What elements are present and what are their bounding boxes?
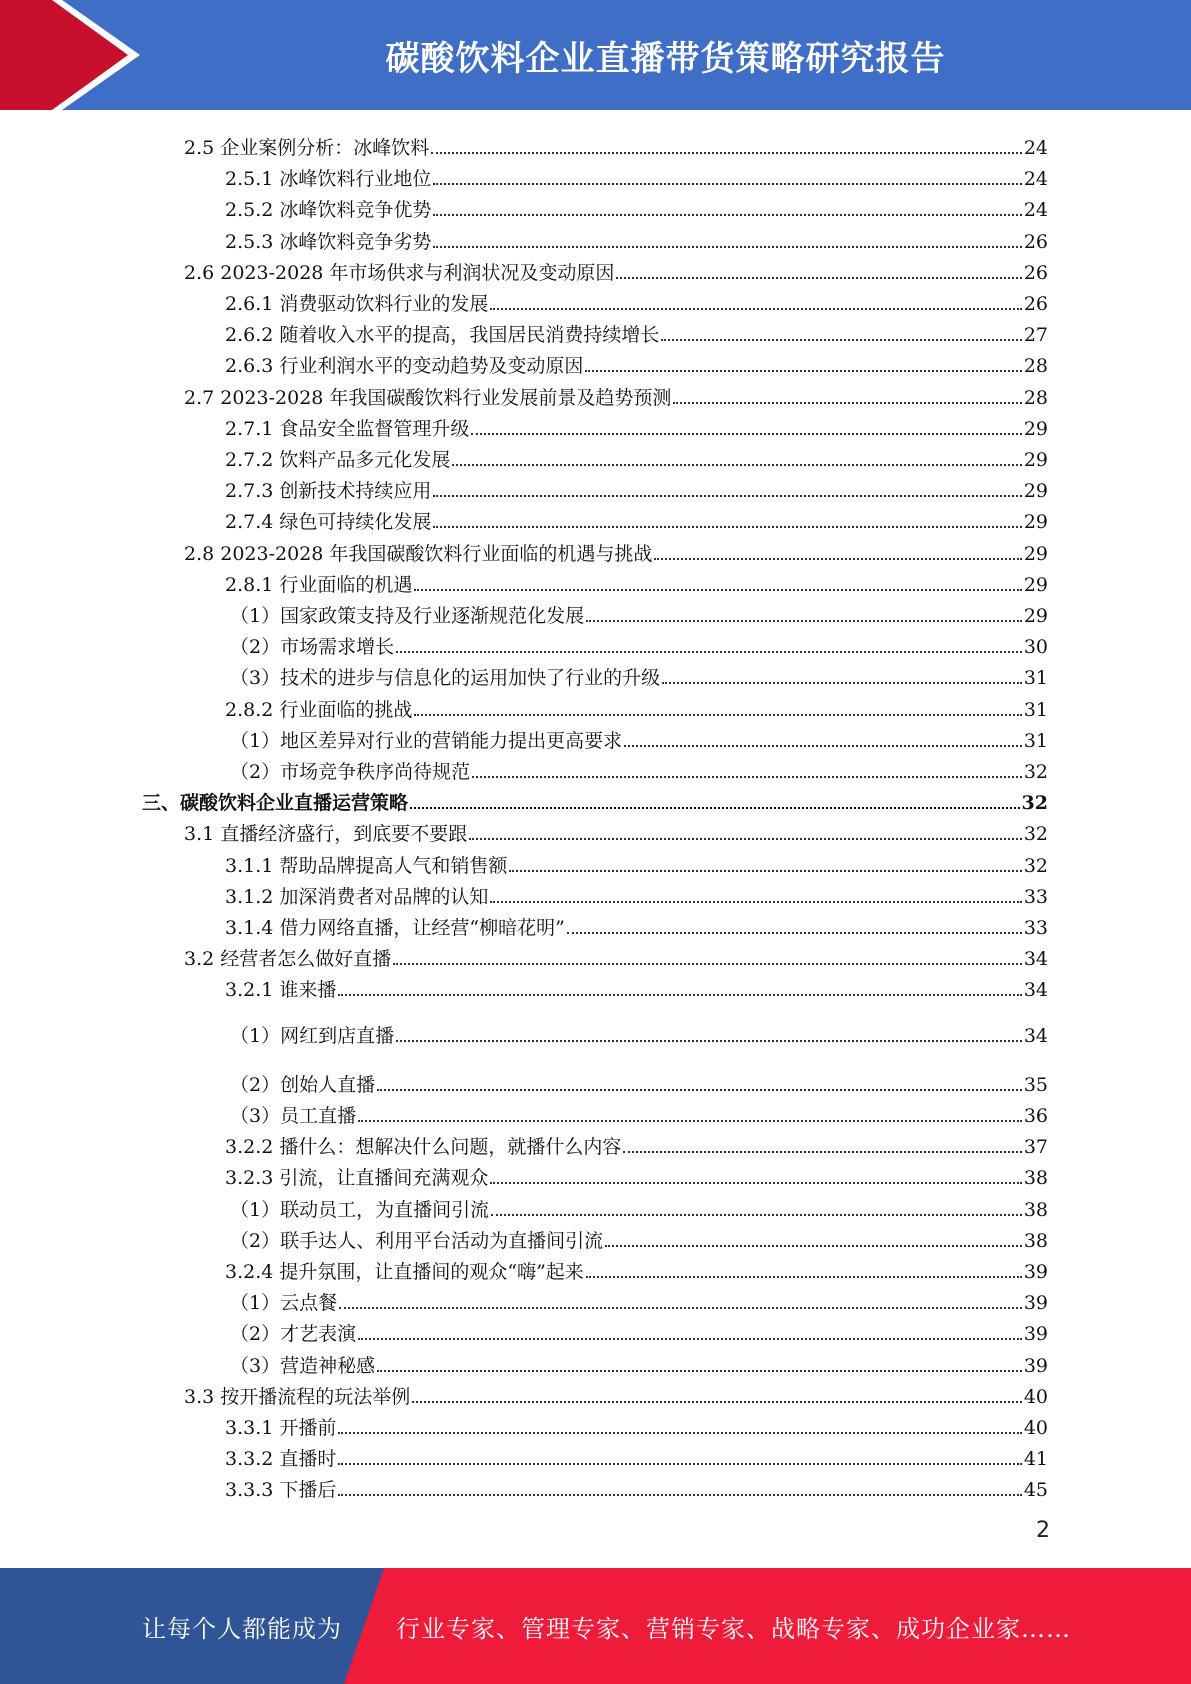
toc-dot-leader bbox=[433, 214, 1021, 216]
report-header bbox=[0, 0, 1191, 110]
toc-entry[interactable] bbox=[184, 534, 1048, 565]
toc-entry-page: 39 bbox=[1023, 1354, 1048, 1377]
toc-dot-leader bbox=[339, 1307, 1022, 1309]
toc-entry-title: 2.7.2 饮料产品多元化发展 bbox=[225, 449, 451, 471]
toc-entry-page: 32 bbox=[1023, 761, 1048, 783]
toc-entry-page: 34 bbox=[1023, 1024, 1048, 1047]
footer-slogan-right: 行业专家、管理专家、营销专家、战略专家、成功企业家…… bbox=[396, 1614, 1071, 1643]
toc-entry-page: 39 bbox=[1023, 1323, 1048, 1346]
toc-dot-leader bbox=[338, 994, 1021, 996]
toc-entry-title: 2.8.2 行业面临的挑战 bbox=[225, 698, 413, 721]
report-footer bbox=[0, 1568, 1191, 1684]
toc-entry-title: （1）国家政策支持及行业逐渐规范化发展 bbox=[230, 605, 585, 627]
toc-entry-title: （1）联动员工，为直播间引流 bbox=[230, 1198, 490, 1221]
toc-entry[interactable] bbox=[225, 409, 1048, 440]
toc-dot-leader bbox=[472, 776, 1022, 778]
toc-entry[interactable] bbox=[230, 1065, 1048, 1096]
toc-entry-title: 三、碳酸饮料企业直播运营策略 bbox=[142, 792, 409, 815]
toc-dot-leader bbox=[585, 370, 1021, 372]
toc-dot-leader bbox=[586, 1276, 1022, 1278]
toc-entry-title: 3.2 经营者怎么做好直播 bbox=[184, 948, 392, 971]
toc-entry-page: 28 bbox=[1023, 386, 1048, 409]
toc-entry-title: 3.2.1 谁来播 bbox=[225, 979, 337, 1002]
toc-dot-leader bbox=[673, 402, 1021, 404]
toc-entry-page: 31 bbox=[1023, 729, 1048, 752]
toc-entry-page: 31 bbox=[1023, 698, 1048, 721]
report-title: 碳酸饮料企业直播带货策略研究报告 bbox=[385, 38, 946, 79]
toc-entry-page: 40 bbox=[1023, 1417, 1048, 1439]
toc-entry-title: 3.2.4 提升氛围，让直播间的观众“嗨”起来 bbox=[225, 1261, 584, 1283]
toc-entry-title: 2.8 2023-2028 年我国碳酸饮料行业面临的机遇与挑战 bbox=[184, 542, 653, 565]
toc-dot-leader bbox=[396, 651, 1022, 653]
page-number: 2 bbox=[1036, 1518, 1050, 1543]
toc-entry[interactable] bbox=[225, 471, 1048, 502]
toc-dot-leader bbox=[490, 308, 1021, 310]
toc-entry-page: 29 bbox=[1023, 573, 1048, 596]
toc-entry[interactable] bbox=[225, 284, 1048, 315]
toc-entry-page: 38 bbox=[1023, 1229, 1048, 1252]
toc-dot-leader bbox=[452, 464, 1021, 466]
toc-entry[interactable] bbox=[230, 658, 1048, 689]
toc-entry[interactable] bbox=[225, 1439, 1048, 1470]
toc-dot-leader bbox=[338, 1432, 1021, 1434]
toc-entry-page: 32 bbox=[1023, 823, 1048, 846]
toc-entry-page: 31 bbox=[1023, 667, 1048, 690]
toc-entry[interactable] bbox=[230, 1221, 1048, 1252]
toc-entry[interactable] bbox=[225, 1470, 1048, 1501]
toc-entry-page: 39 bbox=[1023, 1292, 1048, 1315]
toc-dot-leader bbox=[338, 1463, 1021, 1465]
toc-entry-page: 37 bbox=[1023, 1136, 1048, 1159]
toc-entry[interactable] bbox=[230, 1346, 1048, 1377]
toc-entry-title: 2.5.2 冰峰饮料竞争优势 bbox=[225, 199, 432, 222]
toc-entry-title: 2.7.4 绿色可持续化发展 bbox=[225, 511, 432, 534]
toc-entry[interactable] bbox=[225, 1127, 1048, 1158]
toc-entry-title: （3）员工直播 bbox=[230, 1105, 357, 1127]
toc-entry-title: （2）才艺表演 bbox=[230, 1323, 357, 1346]
toc-entry-page: 41 bbox=[1023, 1448, 1048, 1471]
toc-entry[interactable] bbox=[225, 908, 1048, 939]
toc-entry-title: 3.3.3 下播后 bbox=[225, 1479, 337, 1502]
toc-entry-page: 34 bbox=[1023, 979, 1048, 1002]
toc-entry-page: 26 bbox=[1023, 230, 1048, 253]
toc-entry-title: （1）网红到店直播 bbox=[230, 1024, 395, 1047]
toc-dot-leader bbox=[412, 1401, 1022, 1403]
toc-entry[interactable] bbox=[184, 1377, 1048, 1408]
toc-chapter-entry[interactable] bbox=[142, 783, 1048, 814]
toc-dot-leader bbox=[471, 433, 1021, 435]
toc-entry[interactable] bbox=[230, 627, 1048, 658]
toc-entry[interactable] bbox=[225, 440, 1048, 471]
toc-entry-page: 40 bbox=[1023, 1385, 1048, 1408]
toc-dot-leader bbox=[654, 558, 1021, 560]
toc-dot-leader bbox=[623, 1151, 1021, 1153]
toc-dot-leader bbox=[338, 1494, 1021, 1496]
toc-entry-page: 29 bbox=[1023, 480, 1048, 503]
toc-entry-title: 2.7.3 创新技术持续应用 bbox=[225, 480, 432, 503]
toc-entry-page: 32 bbox=[1021, 792, 1048, 815]
toc-dot-leader bbox=[358, 1338, 1022, 1340]
toc-entry-title: 2.6.1 消费驱动饮料行业的发展 bbox=[225, 293, 489, 315]
toc-dot-leader bbox=[433, 526, 1021, 528]
toc-entry-title: 2.6.2 随着收入水平的提高，我国居民消费持续增长 bbox=[225, 324, 660, 347]
toc-entry[interactable] bbox=[225, 1252, 1048, 1283]
toc-entry[interactable] bbox=[225, 1158, 1048, 1189]
toc-entry-title: 3.3 按开播流程的玩法举例 bbox=[184, 1385, 411, 1408]
toc-entry-page: 24 bbox=[1023, 168, 1048, 191]
toc-entry-page: 39 bbox=[1023, 1261, 1048, 1283]
toc-dot-leader bbox=[414, 589, 1021, 591]
toc-entry-page: 29 bbox=[1023, 605, 1048, 627]
toc-entry-title: 2.7.1 食品安全监督管理升级 bbox=[225, 417, 470, 440]
toc-entry-title: 3.2.3 引流，让直播间充满观众 bbox=[225, 1167, 489, 1190]
toc-entry-page: 30 bbox=[1023, 636, 1048, 659]
toc-dot-leader bbox=[490, 1182, 1021, 1184]
toc-entry-page: 26 bbox=[1023, 261, 1048, 284]
toc-entry-title: （2）市场竞争秩序尚待规范 bbox=[230, 761, 471, 783]
toc-entry-title: （2）联手达人、利用平台活动为直播间引流 bbox=[230, 1229, 604, 1252]
toc-entry[interactable] bbox=[225, 222, 1048, 253]
toc-entry[interactable] bbox=[225, 190, 1048, 221]
toc-entry[interactable] bbox=[230, 721, 1048, 752]
toc-entry-title: 3.3.2 直播时 bbox=[225, 1448, 337, 1471]
toc-dot-leader bbox=[491, 1214, 1022, 1216]
toc-entry-title: （3）营造神秘感 bbox=[230, 1354, 376, 1377]
toc-entry-title: 3.2.2 播什么：想解决什么问题，就播什么内容 bbox=[225, 1136, 622, 1159]
toc-entry-page: 24 bbox=[1023, 199, 1048, 222]
toc-dot-leader bbox=[433, 183, 1021, 185]
toc-entry-page: 29 bbox=[1023, 542, 1048, 565]
toc-entry[interactable] bbox=[230, 1283, 1048, 1314]
toc-dot-leader bbox=[469, 838, 1022, 840]
toc-entry[interactable] bbox=[225, 159, 1048, 190]
toc-dot-leader bbox=[377, 1370, 1022, 1372]
toc-dot-leader bbox=[414, 714, 1021, 716]
toc-entry-title: 2.5 企业案例分析：冰峰饮料 bbox=[184, 137, 430, 159]
toc-entry[interactable] bbox=[225, 565, 1048, 596]
toc-entry-title: 2.6 2023-2028 年市场供求与利润状况及变动原因 bbox=[184, 261, 615, 284]
toc-dot-leader bbox=[358, 1120, 1022, 1122]
toc-dot-leader bbox=[624, 745, 1022, 747]
toc-entry-title: （1）地区差异对行业的营销能力提出更高要求 bbox=[230, 729, 623, 752]
toc-entry[interactable] bbox=[225, 1408, 1048, 1439]
footer-slogan-left: 让每个人都能成为 bbox=[142, 1614, 342, 1643]
toc-entry-page: 38 bbox=[1023, 1198, 1048, 1221]
toc-entry-title: 2.8.1 行业面临的机遇 bbox=[225, 573, 413, 596]
toc-entry[interactable] bbox=[230, 752, 1048, 783]
toc-entry-page: 24 bbox=[1023, 137, 1048, 159]
toc-dot-leader bbox=[616, 277, 1021, 279]
toc-entry-title: 2.6.3 行业利润水平的变动趋势及变动原因 bbox=[225, 355, 584, 378]
toc-entry[interactable] bbox=[230, 1016, 1048, 1047]
toc-dot-leader bbox=[662, 682, 1022, 684]
toc-entry-title: （2）创始人直播 bbox=[230, 1073, 376, 1096]
toc-dot-leader bbox=[661, 339, 1021, 341]
toc-entry-title: 3.1.1 帮助品牌提高人气和销售额 bbox=[225, 854, 508, 877]
toc-entry[interactable] bbox=[184, 253, 1048, 284]
toc-entry[interactable] bbox=[225, 877, 1048, 908]
toc-dot-leader bbox=[509, 870, 1021, 872]
toc-entry-page: 36 bbox=[1023, 1105, 1048, 1127]
toc-entry[interactable] bbox=[230, 1190, 1048, 1221]
toc-entry-title: 3.1.4 借力网络直播，让经营“柳暗花明” bbox=[225, 917, 565, 939]
toc-entry-page: 29 bbox=[1023, 449, 1048, 471]
toc-entry[interactable] bbox=[184, 378, 1048, 409]
toc-dot-leader bbox=[605, 1245, 1022, 1247]
toc-entry-page: 28 bbox=[1023, 355, 1048, 378]
toc-entry-title: （3）技术的进步与信息化的运用加快了行业的升级 bbox=[230, 667, 661, 690]
toc-entry[interactable] bbox=[225, 346, 1048, 377]
toc-entry-page: 45 bbox=[1023, 1479, 1048, 1502]
toc-dot-leader bbox=[377, 1089, 1022, 1091]
toc-entry[interactable] bbox=[184, 814, 1048, 845]
toc-entry-title: 3.3.1 开播前 bbox=[225, 1417, 337, 1439]
toc-entry-page: 34 bbox=[1023, 948, 1048, 971]
toc-entry[interactable] bbox=[225, 690, 1048, 721]
toc-entry[interactable] bbox=[184, 128, 1048, 159]
toc-entry[interactable] bbox=[230, 1096, 1048, 1127]
toc-entry-page: 38 bbox=[1023, 1167, 1048, 1190]
toc-dot-leader bbox=[433, 246, 1021, 248]
toc-entry-page: 32 bbox=[1023, 854, 1048, 877]
toc-entry-title: （1）云点餐 bbox=[230, 1292, 338, 1315]
toc-entry[interactable] bbox=[225, 970, 1048, 1001]
toc-entry-page: 35 bbox=[1023, 1073, 1048, 1096]
toc-entry[interactable] bbox=[225, 846, 1048, 877]
toc-entry-page: 27 bbox=[1023, 324, 1048, 347]
toc-dot-leader bbox=[431, 152, 1022, 154]
toc-dot-leader bbox=[433, 495, 1021, 497]
toc-dot-leader bbox=[586, 620, 1022, 622]
toc-entry[interactable] bbox=[230, 1314, 1048, 1345]
toc-entry-title: 2.5.1 冰峰饮料行业地位 bbox=[225, 168, 432, 191]
toc-entry-title: （2）市场需求增长 bbox=[230, 636, 395, 659]
toc-entry[interactable] bbox=[230, 596, 1048, 627]
toc-dot-leader bbox=[396, 1040, 1022, 1042]
toc-entry-title: 3.1 直播经济盛行，到底要不要跟 bbox=[184, 823, 468, 846]
toc-entry-title: 3.1.2 加深消费者对品牌的认知 bbox=[225, 885, 489, 908]
toc-entry-title: 2.5.3 冰峰饮料竞争劣势 bbox=[225, 230, 432, 253]
toc-entry-page: 33 bbox=[1023, 885, 1048, 908]
toc-entry-page: 29 bbox=[1023, 511, 1048, 534]
toc-dot-leader bbox=[567, 932, 1022, 934]
toc-entry-page: 33 bbox=[1023, 917, 1048, 939]
toc-dot-leader bbox=[410, 807, 1020, 809]
toc-dot-leader bbox=[490, 901, 1021, 903]
toc-entry[interactable] bbox=[225, 502, 1048, 533]
toc-entry-title: 2.7 2023-2028 年我国碳酸饮料行业发展前景及趋势预测 bbox=[184, 386, 672, 409]
toc-dot-leader bbox=[393, 963, 1022, 965]
toc-entry[interactable] bbox=[225, 315, 1048, 346]
toc-entry-page: 29 bbox=[1023, 417, 1048, 440]
toc-entry[interactable] bbox=[184, 939, 1048, 970]
toc-entry-page: 26 bbox=[1023, 293, 1048, 315]
